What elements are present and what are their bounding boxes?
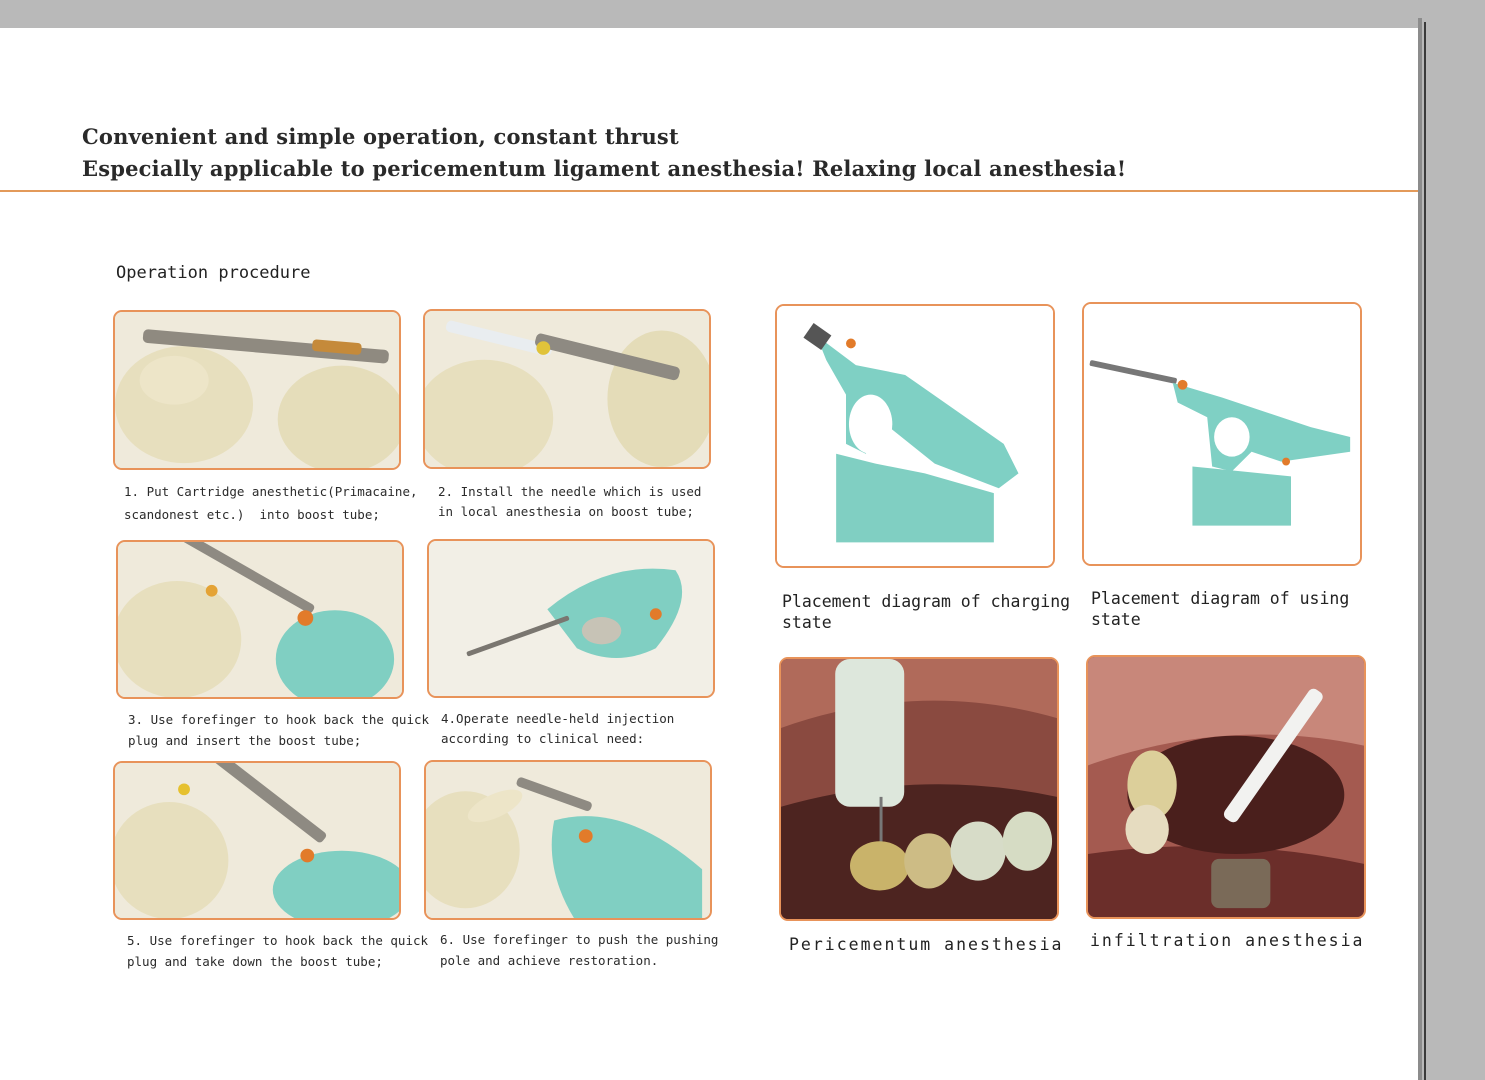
step-5-photo	[113, 761, 401, 920]
pericementum-anesthesia-photo	[779, 657, 1059, 921]
charging-state-label-line1: Placement diagram of charging	[782, 592, 1071, 611]
step-1-photo	[113, 310, 401, 470]
step-4-photo	[427, 539, 715, 698]
pericementum-anesthesia-label: Pericementum anesthesia	[789, 935, 1064, 954]
header-rule	[0, 190, 1418, 192]
using-state-photo	[1082, 302, 1362, 566]
step-4-caption-line1: 4.Operate needle-held injection	[441, 711, 675, 726]
page-shadow	[1418, 18, 1422, 1080]
step-6-caption-line1: 6. Use forefinger to push the pushing	[440, 932, 719, 947]
using-state-label-line1: Placement diagram of using	[1091, 589, 1350, 608]
step-4-caption-line2: according to clinical need:	[441, 731, 645, 746]
headline-1: Convenient and simple operation, constant thrust	[82, 124, 679, 149]
charging-state-photo	[775, 304, 1055, 568]
step-1-caption-line2: scandonest etc.) into boost tube;	[124, 507, 380, 522]
page-edge	[1424, 22, 1426, 1080]
step-5-caption-line1: 5. Use forefinger to hook back the quick	[127, 933, 429, 948]
step-6-photo	[424, 760, 712, 920]
step-1-caption-line1: 1. Put Cartridge anesthetic(Primacaine,	[124, 484, 418, 499]
charging-state-label-line2: state	[782, 613, 832, 632]
infiltration-anesthesia-label: infiltration anesthesia	[1090, 931, 1365, 950]
step-3-caption-line2: plug and insert the boost tube;	[128, 733, 362, 748]
step-3-caption-line1: 3. Use forefinger to hook back the quick	[128, 712, 430, 727]
step-2-photo	[423, 309, 711, 469]
step-6-caption-line2: pole and achieve restoration.	[440, 953, 659, 968]
headline-2: Especially applicable to pericementum ligament anesthesia! Relaxing local anesthesia!	[82, 156, 1127, 181]
section-title-operation-procedure: Operation procedure	[116, 263, 311, 283]
step-3-photo	[116, 540, 404, 699]
using-state-label-line2: state	[1091, 610, 1141, 629]
infiltration-anesthesia-photo	[1086, 655, 1366, 919]
step-5-caption-line2: plug and take down the boost tube;	[127, 954, 383, 969]
step-2-caption-line2: in local anesthesia on boost tube;	[438, 504, 694, 519]
step-2-caption-line1: 2. Install the needle which is used	[438, 484, 702, 499]
